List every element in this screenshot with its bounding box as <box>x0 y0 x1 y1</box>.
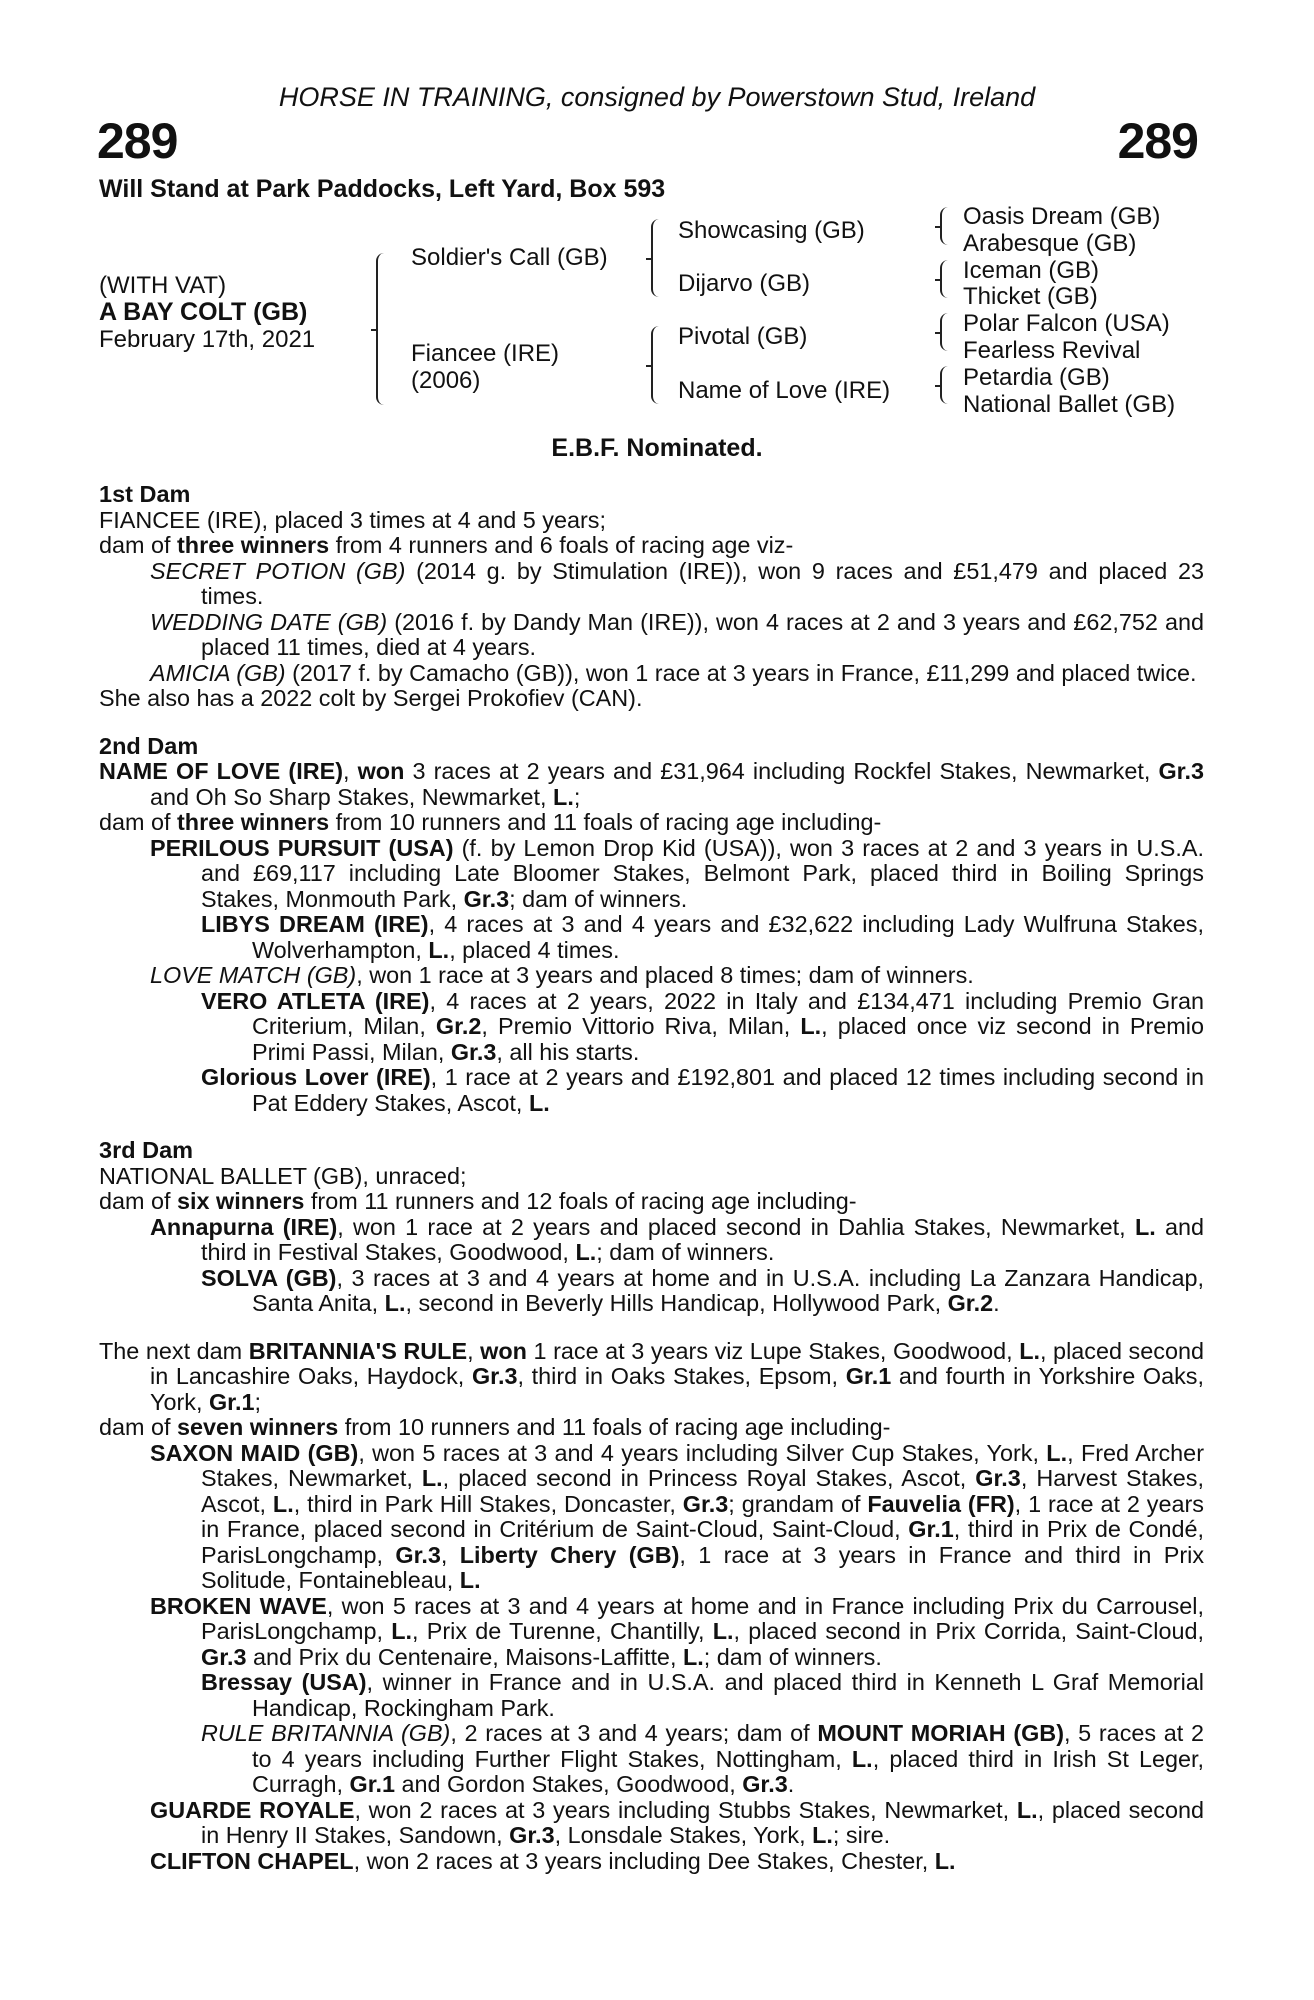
sire-of-dam: Pivotal (GB) <box>678 323 808 350</box>
first-dam-text: FIANCEE (IRE), placed 3 times at 4 and 5 years; <box>99 506 606 533</box>
list-item: LOVE MATCH (GB), won 1 race at 3 years and placed 8 times; dam of winners. <box>150 962 974 988</box>
sire-of-sire: Showcasing (GB) <box>678 217 865 244</box>
ancestor-g8: National Ballet (GB) <box>963 391 1176 418</box>
first-dam-heading: 1st Dam <box>99 481 191 507</box>
list-item: Bressay (USA), winner in France and in U.S.A. and placed third in Kenneth L Graf Memorial Handicap, Rockingham Park. <box>201 1669 1204 1721</box>
lot-number-right: 289 <box>1117 113 1198 169</box>
ancestor-g6: Fearless Revival <box>963 337 1141 364</box>
ancestor-g1: Oasis Dream (GB) <box>963 203 1161 230</box>
second-dam-text: NAME OF LOVE (IRE), won 3 races at 2 years and £31,964 including Rockfel Stakes, Newmarket, Gr.3 and Oh So Sharp Stakes, Newmarket, L.; <box>99 758 1204 810</box>
ancestor-g5: Polar Falcon (USA) <box>963 310 1170 337</box>
lot-number-left: 289 <box>97 113 178 169</box>
third-dam-text: NATIONAL BALLET (GB), unraced; <box>99 1162 467 1189</box>
pedigree-brace-g3 <box>940 313 952 351</box>
pedigree-brace-g1 <box>940 207 952 245</box>
next-dam-produce: dam of seven winners from 10 runners and 11 foals of racing age including- <box>99 1414 891 1440</box>
list-item: Annapurna (IRE), won 1 race at 2 years and placed second in Dahlia Stakes, Newmarket, L. and third in Festival Stakes, Goodwood, L.; dam of winners. <box>150 1213 1204 1265</box>
list-item: GUARDE ROYALE, won 2 races at 3 years including Stubbs Stakes, Newmarket, L., placed second in Henry II Stakes, Sandown, Gr.3, Lonsdale Stakes, York, L.; sire. <box>150 1796 1205 1848</box>
list-item: SAXON MAID (GB), won 5 races at 3 and 4 years including Silver Cup Stakes, York, L., Fred Archer Stakes, Newmarket, L., placed second in Princess Royal Stakes, Ascot, Gr.3, Harvest Stakes, Ascot, L., third in Park Hill Stakes, Doncaster, Gr.3; grandam of Fauvelia (FR), 1 race at 2 years in France, placed second in Critérium de Saint-Cloud, Saint-Cloud, Gr.1, third in Prix de Condé, ParisLongchamp, Gr.3, Liberty Chery (GB), 1 race at 3 years in France and third in Prix Solitude, Fontainebleau, L. <box>150 1439 1205 1593</box>
list-item: She also has a 2022 colt by Sergei Prokofiev (CAN). <box>99 685 643 711</box>
stand-location: Will Stand at Park Paddocks, Left Yard, Box 593 <box>99 175 666 203</box>
ancestor-g2: Arabesque (GB) <box>963 230 1137 257</box>
list-item: Glorious Lover (IRE), 1 race at 2 years and £192,801 and placed 12 times including second in Pat Eddery Stakes, Ascot, L. <box>201 1064 1205 1116</box>
next-dam-text: The next dam BRITANNIA'S RULE, won 1 race at 3 years viz Lupe Stakes, Goodwood, L., placed second in Lancashire Oaks, Haydock, Gr.3, third in Oaks Stakes, Epsom, Gr.1 and fourth in Yorkshire Oaks, York, Gr.1; <box>99 1337 1204 1415</box>
list-item: WEDDING DATE (GB) (2016 f. by Dandy Man (IRE)), won 4 races at 2 and 3 years and £62,752 and placed 11 times, died at 4 years. <box>150 608 1204 660</box>
list-item: RULE BRITANNIA (GB), 2 races at 3 and 4 years; dam of MOUNT MORIAH (GB), 5 races at 2 to 4 years including Further Flight Stakes, Nottingham, L., placed third in Irish St Leger, Curragh, Gr.1 and Gordon Stakes, Goodwood, Gr.3. <box>201 1720 1205 1797</box>
pedigree-brace-sire-dam <box>376 253 388 405</box>
pedigree-notes <box>99 482 1204 1874</box>
dam-of-dam: Name of Love (IRE) <box>678 377 891 404</box>
ebf-nomination: E.B.F. Nominated. <box>551 434 763 462</box>
ancestor-g3: Iceman (GB) <box>963 257 1100 284</box>
ancestor-g7: Petardia (GB) <box>963 364 1110 391</box>
first-dam-produce: dam of three winners from 4 runners and 6 foals of racing age viz- <box>99 532 794 558</box>
foaling-date: February 17th, 2021 <box>99 326 316 353</box>
sire: Soldier's Call (GB) <box>411 244 608 271</box>
dam: Fiancee (IRE) <box>411 340 560 367</box>
pedigree-brace-g4 <box>940 366 952 404</box>
list-item: BROKEN WAVE, won 5 races at 3 and 4 years at home and in France including Prix du Carrousel, ParisLongchamp, L., Prix de Turenne, Chantilly, L., placed second in Prix Corrida, Saint-Cloud, Gr.3 and Prix du Centenaire, Maisons-Laffitte, L.; dam of winners. <box>150 1592 1204 1670</box>
list-item: VERO ATLETA (IRE), 4 races at 2 years, 2022 in Italy and £134,471 including Premio Gran Criterium, Milan, Gr.2, Premio Vittorio Riva, Milan, L., placed once viz second in Premio Primi Passi, Milan, Gr.3, all his starts. <box>201 987 1204 1065</box>
vat-note: (WITH VAT) <box>99 272 227 299</box>
consignment-line: HORSE IN TRAINING, consigned by Powerstown Stud, Ireland <box>278 82 1036 112</box>
ancestor-g4: Thicket (GB) <box>963 283 1098 310</box>
third-dam-produce: dam of six winners from 11 runners and 12 foals of racing age including- <box>99 1188 857 1214</box>
list-item: PERILOUS PURSUIT (USA) (f. by Lemon Drop Kid (USA)), won 3 races at 2 and 3 years in U.S.A. and £69,117 including Late Bloomer Stakes, Belmont Park, placed third in Boiling Springs Stakes, Monmouth Park, Gr.3; dam of winners. <box>150 834 1204 912</box>
horse-name: A BAY COLT (GB) <box>99 298 308 326</box>
third-dam-heading: 3rd Dam <box>99 1137 194 1163</box>
pedigree-brace-dam-line <box>651 326 663 404</box>
dam-year: (2006) <box>411 367 481 394</box>
pedigree-brace-sire-line <box>651 219 663 297</box>
list-item: SECRET POTION (GB) (2014 g. by Stimulation (IRE)), won 9 races and £51,479 and placed 23 times. <box>150 557 1204 609</box>
list-item: LIBYS DREAM (IRE), 4 races at 3 and 4 years and £32,622 including Lady Wulfruna Stakes, Wolverhampton, L., placed 4 times. <box>201 911 1205 963</box>
second-dam-heading: 2nd Dam <box>99 732 199 759</box>
dam-of-sire: Dijarvo (GB) <box>678 270 811 297</box>
list-item: SOLVA (GB), 3 races at 3 and 4 years at home and in U.S.A. including La Zanzara Handicap, Santa Anita, L., second in Beverly Hills Handicap, Hollywood Park, Gr.2. <box>201 1264 1204 1316</box>
list-item: CLIFTON CHAPEL, won 2 races at 3 years including Dee Stakes, Chester, L. <box>150 1847 956 1874</box>
second-dam-produce: dam of three winners from 10 runners and 11 foals of racing age including- <box>99 809 882 835</box>
list-item: AMICIA (GB) (2017 f. by Camacho (GB)), won 1 race at 3 years in France, £11,299 and placed twice. <box>150 659 1197 686</box>
pedigree-brace-g2 <box>940 260 952 298</box>
